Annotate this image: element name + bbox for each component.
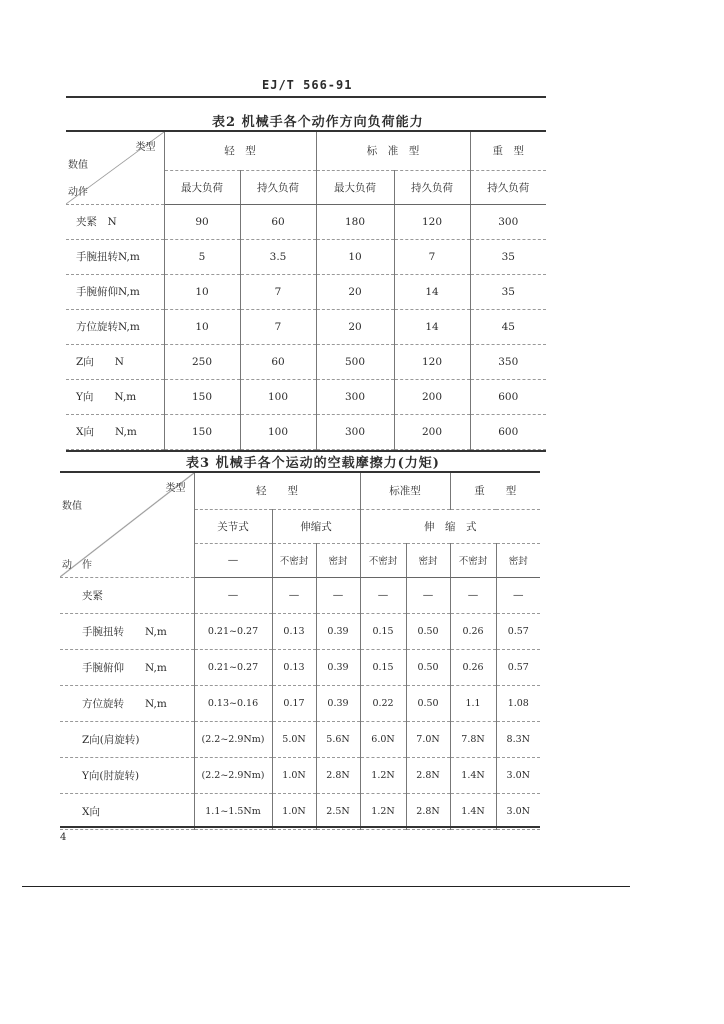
cell-value: 250 — [164, 344, 240, 379]
row-label: 手腕扭转 N,m — [60, 613, 194, 649]
cell-value: (2.2~2.9Nm) — [194, 721, 272, 757]
cell-value: 0.13~0.16 — [194, 685, 272, 721]
table2 — [66, 132, 546, 450]
cell-value: 1.4N — [450, 757, 496, 793]
table-row — [60, 793, 540, 829]
cell-value: 0.13 — [272, 613, 316, 649]
cell-value: 1.2N — [360, 793, 406, 829]
cell-value: 2.8N — [406, 793, 450, 829]
cell-value: — — [194, 577, 272, 613]
cell-value: 600 — [470, 414, 546, 449]
cell-value: 600 — [470, 379, 546, 414]
row-label: 手腕俯仰N,m — [66, 274, 164, 309]
table2-corner-cell — [66, 132, 164, 204]
page-number: 4 — [60, 832, 67, 843]
cell-value: 60 — [240, 204, 316, 239]
cell-value: 300 — [316, 379, 394, 414]
cell-value: (2.2~2.9Nm) — [194, 757, 272, 793]
table3-subheader: 密封 — [406, 543, 450, 577]
table-row — [66, 309, 546, 344]
page-bottom-rule — [22, 886, 630, 887]
table3-bottom-rule — [60, 826, 540, 828]
cell-value: 0.57 — [496, 613, 540, 649]
cell-value: 35 — [470, 274, 546, 309]
cell-value: 150 — [164, 414, 240, 449]
table2-group-heavy: 重 型 — [470, 132, 546, 170]
table2-group-light: 轻 型 — [164, 132, 316, 170]
row-label: 方位旋转N,m — [66, 309, 164, 344]
cell-value: 150 — [164, 379, 240, 414]
cell-value: 14 — [394, 309, 470, 344]
cell-value: 0.26 — [450, 649, 496, 685]
table3-subheader: 密封 — [496, 543, 540, 577]
table3-subgroup-telescopic-std-heavy: 伸 缩 式 — [360, 509, 540, 543]
table3-subheader: 不密封 — [272, 543, 316, 577]
table3-group-light: 轻 型 — [194, 473, 360, 509]
cell-value: 0.50 — [406, 649, 450, 685]
cell-value: 7.8N — [450, 721, 496, 757]
cell-value: 0.22 — [360, 685, 406, 721]
cell-value: 7.0N — [406, 721, 450, 757]
cell-value: 1.0N — [272, 757, 316, 793]
cell-value: 1.2N — [360, 757, 406, 793]
cell-value: 7 — [240, 309, 316, 344]
table2-group-standard: 标 准 型 — [316, 132, 470, 170]
cell-value: 0.15 — [360, 649, 406, 685]
table2-subheader: 持久负荷 — [240, 170, 316, 204]
table-row — [60, 613, 540, 649]
cell-value: 5.0N — [272, 721, 316, 757]
cell-value: 20 — [316, 274, 394, 309]
cell-value: 90 — [164, 204, 240, 239]
table-row — [60, 685, 540, 721]
cell-value: 3.0N — [496, 793, 540, 829]
cell-value: 20 — [316, 309, 394, 344]
cell-value: 1.1~1.5Nm — [194, 793, 272, 829]
cell-value: 0.50 — [406, 613, 450, 649]
row-label: 方位旋转 N,m — [60, 685, 194, 721]
table3-subheader: 密封 — [316, 543, 360, 577]
cell-value: — — [450, 577, 496, 613]
row-label: 夹紧 N — [66, 204, 164, 239]
cell-value: 45 — [470, 309, 546, 344]
cell-value: 2.5N — [316, 793, 360, 829]
cell-value: 300 — [470, 204, 546, 239]
table2-corner-value: 数值 — [68, 160, 88, 171]
row-label: Y向 N,m — [66, 379, 164, 414]
cell-value: 350 — [470, 344, 546, 379]
cell-value: 120 — [394, 204, 470, 239]
cell-value: 10 — [164, 309, 240, 344]
table2-subheader: 最大负荷 — [316, 170, 394, 204]
table3-subheader: 不密封 — [450, 543, 496, 577]
cell-value: 14 — [394, 274, 470, 309]
cell-value: 5.6N — [316, 721, 360, 757]
cell-value: — — [272, 577, 316, 613]
row-label: 手腕俯仰 N,m — [60, 649, 194, 685]
cell-value: 2.8N — [316, 757, 360, 793]
cell-value: 1.1 — [450, 685, 496, 721]
cell-value: 300 — [316, 414, 394, 449]
cell-value: 3.0N — [496, 757, 540, 793]
table3-group-heavy: 重 型 — [450, 473, 540, 509]
cell-value: 0.21~0.27 — [194, 613, 272, 649]
table3-group-standard: 标准型 — [360, 473, 450, 509]
table-row — [66, 204, 546, 239]
table2-corner-action: 动作 — [68, 186, 88, 198]
cell-value: 8.3N — [496, 721, 540, 757]
table3-corner-action: 动 作 — [62, 559, 92, 571]
table3 — [60, 473, 540, 830]
table3-subheader: 不密封 — [360, 543, 406, 577]
cell-value: 0.39 — [316, 613, 360, 649]
table2-corner-type: 类型 — [135, 142, 156, 153]
table2-caption: 表2 机械手各个动作方向负荷能力 — [212, 115, 424, 130]
row-label: X向 — [60, 793, 194, 829]
cell-value: 7 — [240, 274, 316, 309]
cell-value: 0.13 — [272, 649, 316, 685]
table3-subgroup-joint: 关节式 — [194, 509, 272, 543]
cell-value: 5 — [164, 239, 240, 274]
cell-value: 35 — [470, 239, 546, 274]
cell-value: 7 — [394, 239, 470, 274]
table-row — [60, 721, 540, 757]
table2-subheader: 持久负荷 — [470, 170, 546, 204]
cell-value: 1.08 — [496, 685, 540, 721]
cell-value: — — [406, 577, 450, 613]
standard-number: EJ/T 566-91 — [262, 78, 353, 92]
cell-value: 200 — [394, 414, 470, 449]
cell-value: 200 — [394, 379, 470, 414]
table3-subgroup-telescopic: 伸缩式 — [272, 509, 360, 543]
row-label: 夹紧 — [60, 577, 194, 613]
row-label: 手腕扭转N,m — [66, 239, 164, 274]
table-row — [66, 379, 546, 414]
cell-value: 100 — [240, 379, 316, 414]
cell-value: 10 — [164, 274, 240, 309]
cell-value: — — [316, 577, 360, 613]
cell-value: 1.0N — [272, 793, 316, 829]
table3-corner-type: 类型 — [165, 483, 186, 494]
cell-value: 10 — [316, 239, 394, 274]
cell-value: 0.50 — [406, 685, 450, 721]
cell-value: 180 — [316, 204, 394, 239]
table3-corner-cell — [60, 473, 194, 577]
table2-subheader: 最大负荷 — [164, 170, 240, 204]
cell-value: 0.26 — [450, 613, 496, 649]
row-label: Z向(肩旋转) — [60, 721, 194, 757]
cell-value: 60 — [240, 344, 316, 379]
table3-corner-value: 数值 — [62, 501, 82, 512]
table3-caption: 表3 机械手各个运动的空载摩擦力(力矩) — [186, 456, 440, 471]
row-label: Y向(肘旋转) — [60, 757, 194, 793]
cell-value: 0.39 — [316, 649, 360, 685]
table-row — [66, 344, 546, 379]
row-label: X向 N,m — [66, 414, 164, 449]
table2-subheader: 持久负荷 — [394, 170, 470, 204]
table-row — [60, 757, 540, 793]
cell-value: 0.17 — [272, 685, 316, 721]
table-row — [66, 239, 546, 274]
cell-value: 1.4N — [450, 793, 496, 829]
cell-value: 0.21~0.27 — [194, 649, 272, 685]
top-rule — [66, 96, 546, 98]
table-row — [60, 649, 540, 685]
cell-value: 0.39 — [316, 685, 360, 721]
cell-value: 3.5 — [240, 239, 316, 274]
table-row — [66, 414, 546, 449]
table3-subheader: — — [194, 543, 272, 577]
table-row — [66, 274, 546, 309]
cell-value: 0.57 — [496, 649, 540, 685]
cell-value: — — [496, 577, 540, 613]
cell-value: 6.0N — [360, 721, 406, 757]
cell-value: — — [360, 577, 406, 613]
cell-value: 100 — [240, 414, 316, 449]
cell-value: 500 — [316, 344, 394, 379]
cell-value: 2.8N — [406, 757, 450, 793]
row-label: Z向 N — [66, 344, 164, 379]
cell-value: 0.15 — [360, 613, 406, 649]
table-row — [60, 577, 540, 613]
cell-value: 120 — [394, 344, 470, 379]
